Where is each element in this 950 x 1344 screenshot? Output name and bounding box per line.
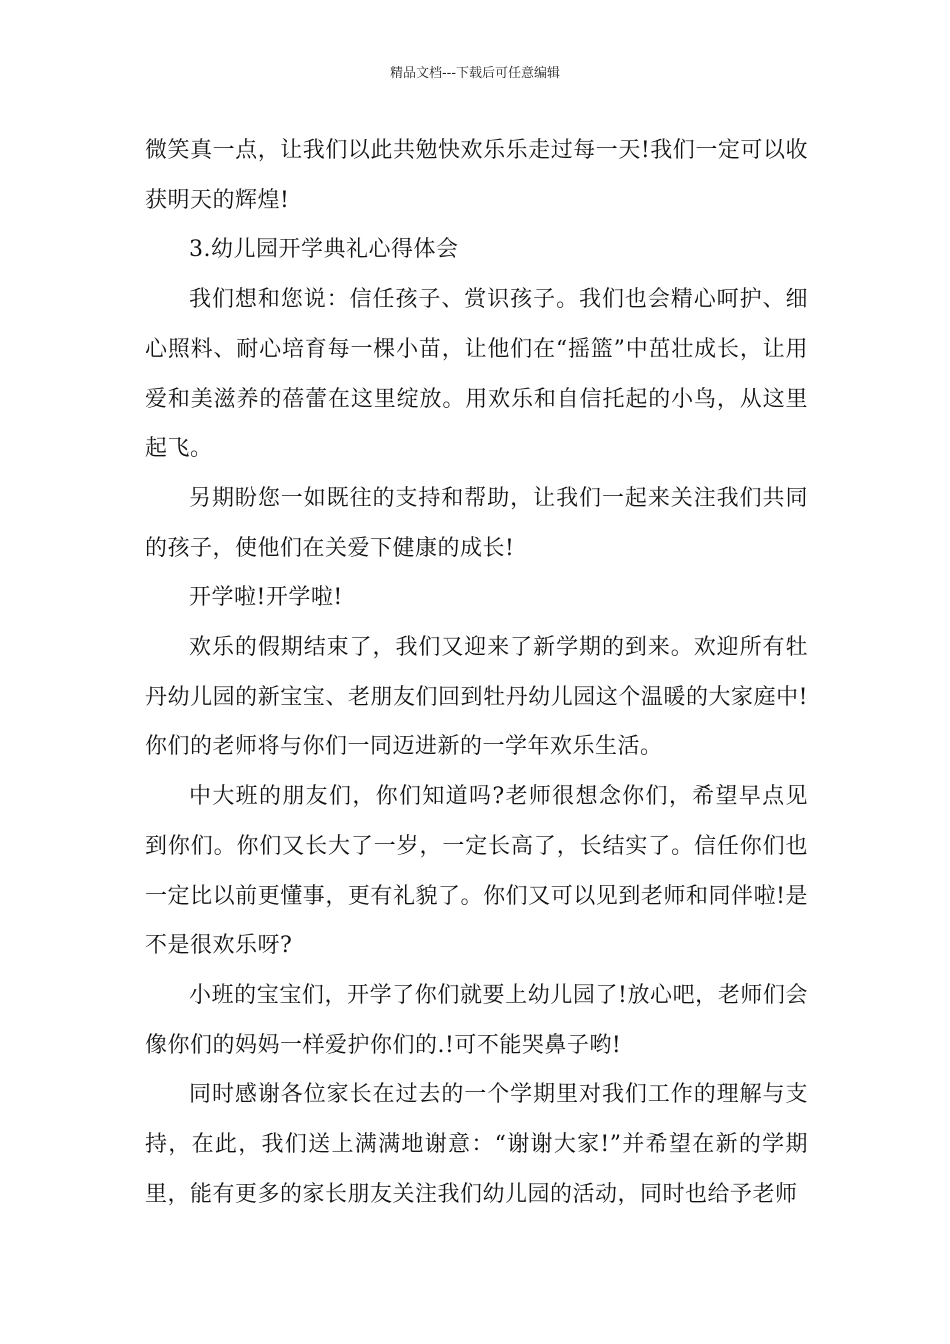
paragraph: 同时感谢各位家长在过去的一个学期里对我们工作的理解与支持，在此，我们送上满满地谢意：“谢谢大家!”并希望在新的学期里，能有更多的家长朋友关注我们幼儿园的活动，同时也给予老师: [145, 1082, 808, 1207]
document-body: [145, 126, 808, 1219]
paragraph: 开学啦!开学啦!: [189, 585, 343, 611]
paragraph: 微笑真一点，让我们以此共勉快欢乐乐走过每一天!我们一定可以收获明天的辉煌!: [145, 138, 808, 213]
paragraph: 中大班的朋友们，你们知道吗?老师很想念你们，希望早点见到你们。你们又长大了一岁，一定长高了，长结实了。信任你们也一定比以前更懂事，更有礼貌了。你们又可以见到老师和同伴啦!是不是很欢乐呀?: [145, 784, 808, 959]
paragraph: 欢乐的假期结束了，我们又迎来了新学期的到来。欢迎所有牡丹幼儿园的新宝宝、老朋友们回到牡丹幼儿园这个温暖的大家庭中!你们的老师将与你们一同迈进新的一学年欢乐生活。: [145, 635, 808, 760]
section-heading: 3.幼儿园开学典礼心得体会: [189, 237, 459, 263]
page-header: 精品文档---下载后可任意编辑: [389, 66, 561, 81]
paragraph: 小班的宝宝们，开学了你们就要上幼儿园了!放心吧，老师们会像你们的妈妈一样爱护你们的.!可不能哭鼻子哟!: [145, 982, 808, 1058]
paragraph: 我们想和您说：信任孩子、赏识孩子。我们也会精心呵护、细心照料、耐心培育每一棵小苗，让他们在“摇篮”中茁壮成长，让用爱和美滋养的蓓蕾在这里绽放。用欢乐和自信托起的小鸟，从这里起飞。: [145, 287, 808, 462]
paragraph: 另期盼您一如既往的支持和帮助，让我们一起来关注我们共同的孩子，使他们在关爱下健康的成长!: [145, 485, 808, 561]
